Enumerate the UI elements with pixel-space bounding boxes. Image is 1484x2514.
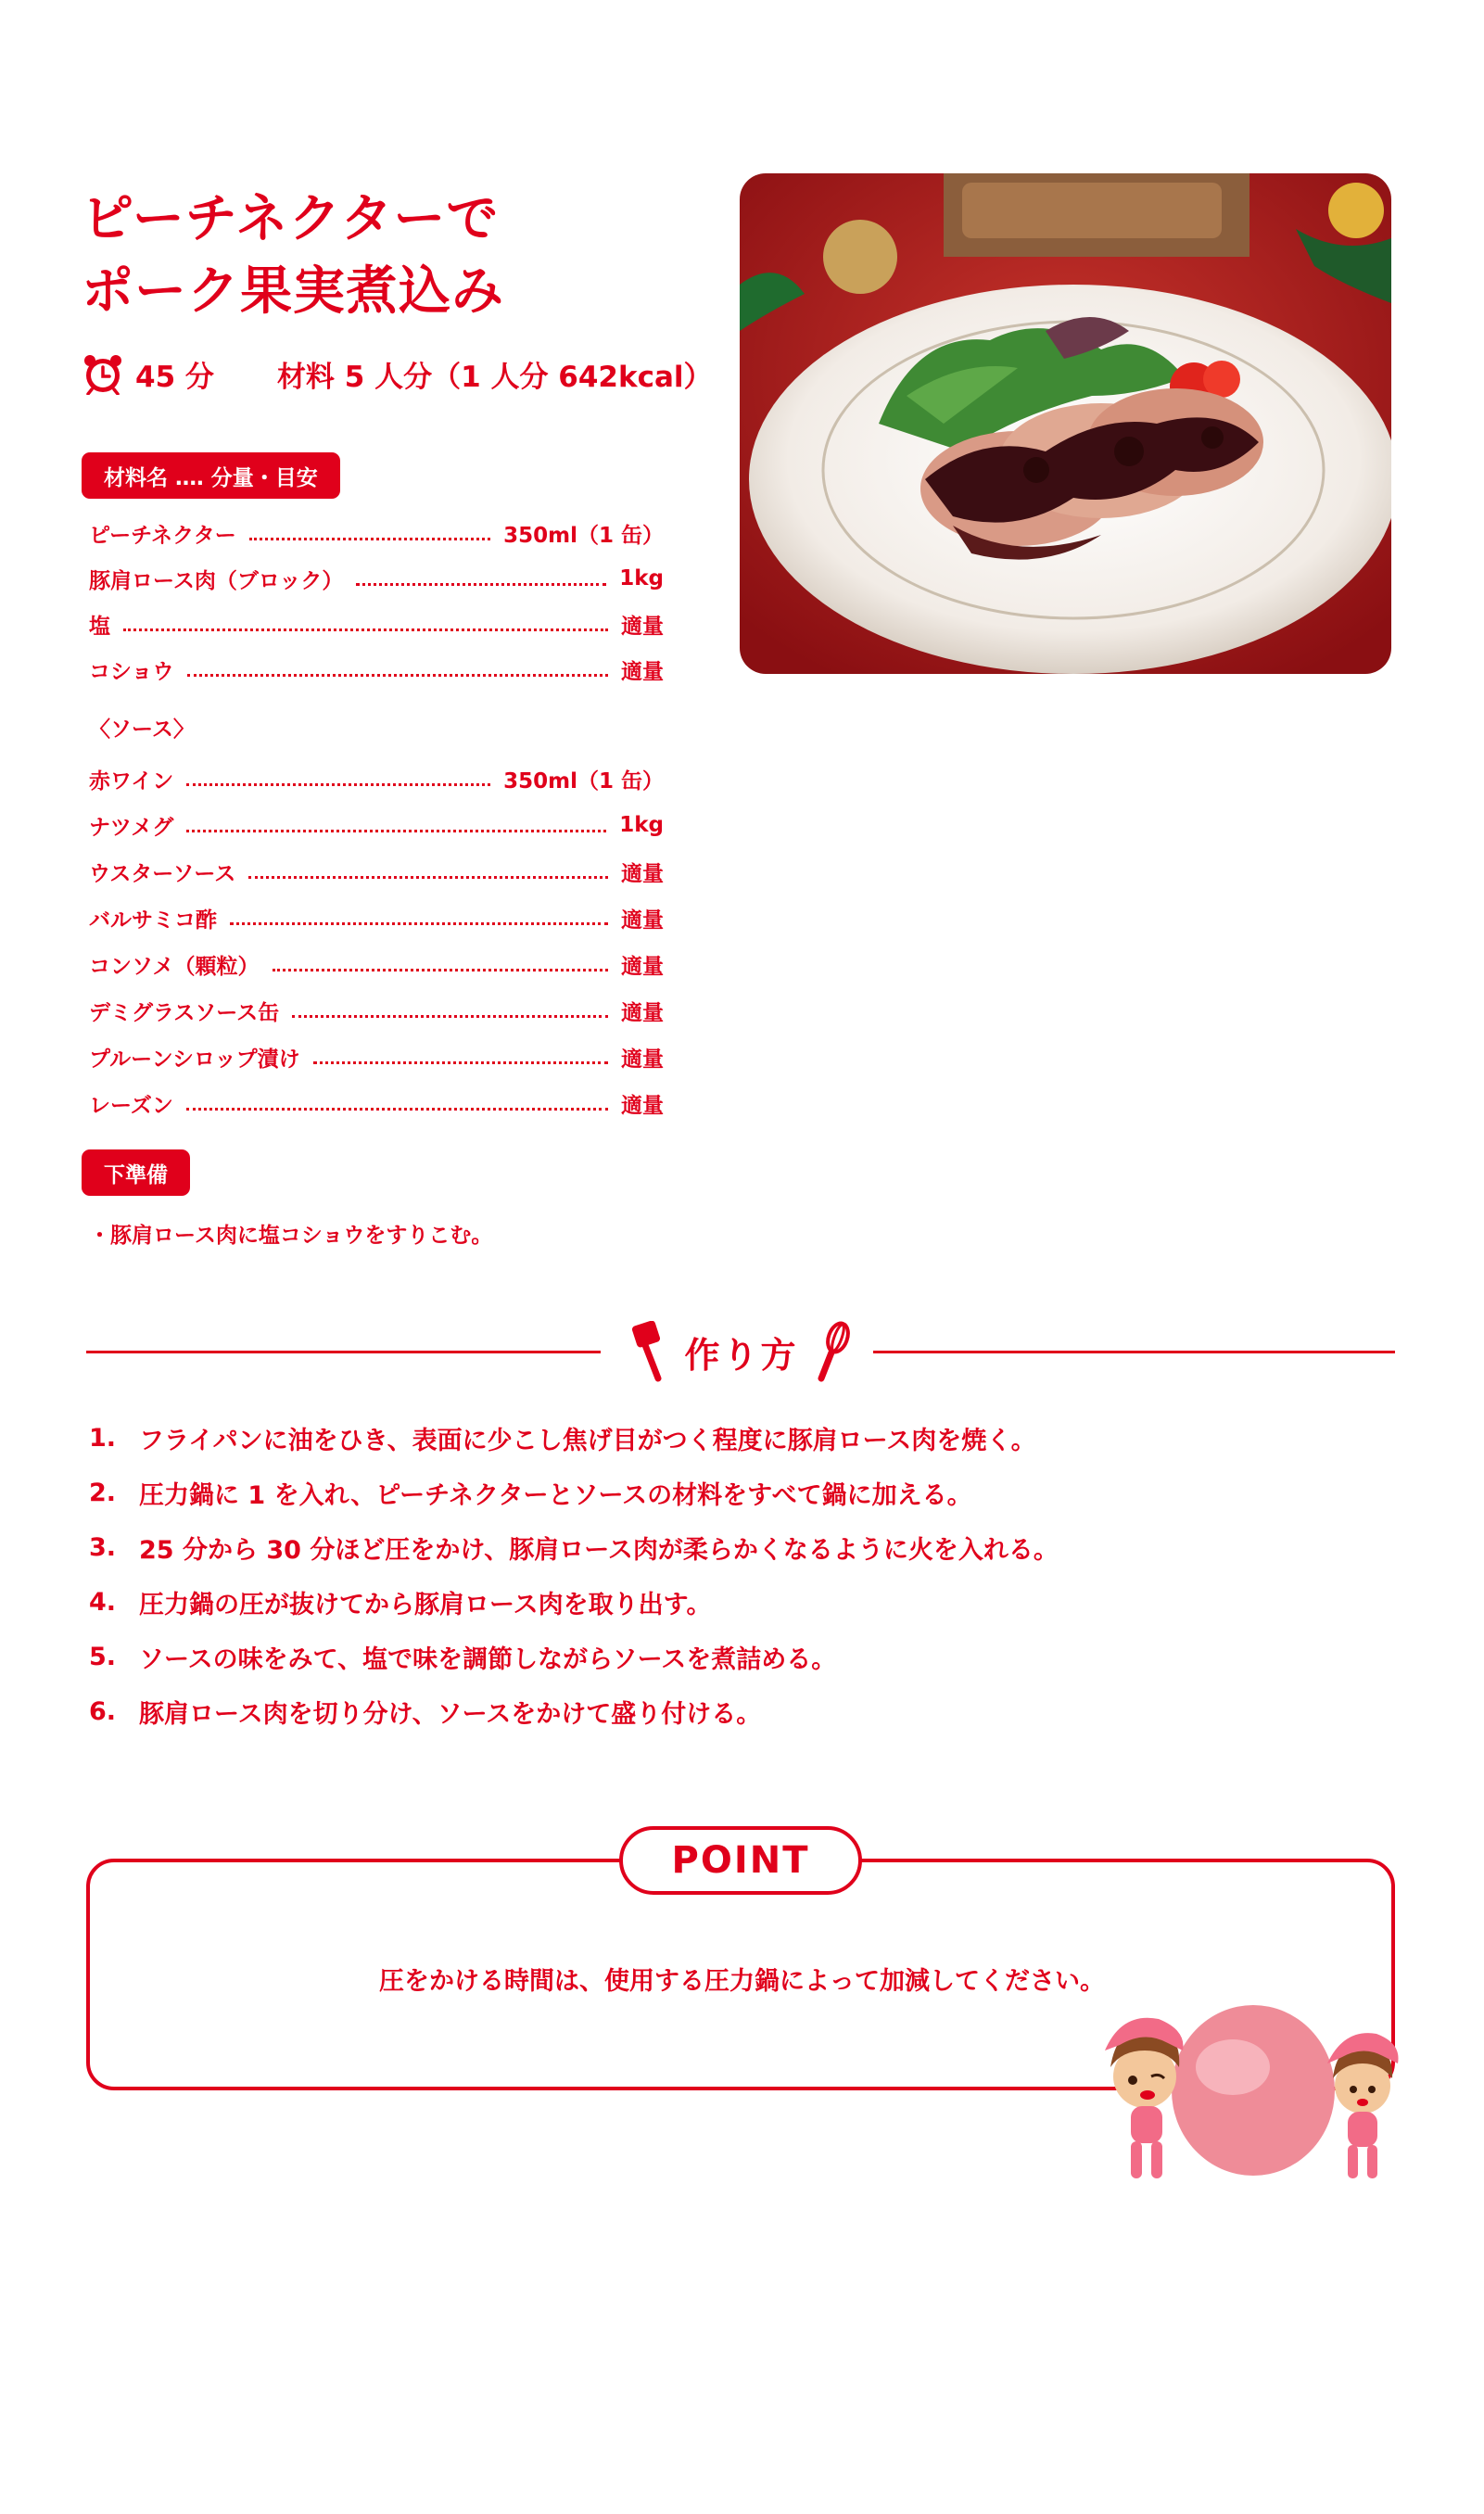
leader-dots [186, 830, 606, 832]
recipe-title-line2: ポーク果実煮込み [82, 261, 504, 322]
sauce-name: バルサミコ酢 [89, 908, 217, 933]
alarm-clock-icon [82, 352, 124, 395]
leader-dots [186, 783, 490, 786]
ingredient-row [89, 651, 664, 688]
leader-dots [186, 1108, 608, 1111]
step-number: 2. [89, 1478, 117, 1507]
sauce-amount: 適量 [621, 1047, 664, 1072]
method-step [89, 1634, 836, 1679]
ingredient-row [89, 560, 664, 597]
method-step [89, 1689, 761, 1733]
leader-dots [248, 876, 608, 879]
ingredient-amount: 適量 [621, 659, 664, 684]
point-text: 圧をかける時間は、使用する圧力鍋によって加減してください。 [379, 1967, 1105, 1996]
method-header [617, 1314, 866, 1389]
step-number: 1. [89, 1423, 117, 1453]
ingredient-name: 豚肩ロース肉（ブロック） [89, 568, 344, 593]
recipe-title-line1: ピーチネクターで [82, 189, 500, 249]
step-text: 25 分から 30 分ほど圧をかけ、豚肩ロース肉が柔らかくなるように火を入れる。 [139, 1535, 1059, 1565]
sauce-amount: 適量 [621, 1093, 664, 1118]
sauce-row [89, 899, 664, 936]
section-divider-right [873, 1351, 1395, 1353]
sauce-name: コンソメ（顆粒） [89, 954, 260, 979]
step-text: フライパンに油をひき、表面に少こし焦げ目がつく程度に豚肩ロース肉を焼く。 [139, 1426, 1036, 1455]
step-number: 5. [89, 1642, 117, 1671]
sauce-amount: 適量 [621, 954, 664, 979]
leader-dots [356, 583, 606, 586]
cook-time: 45 分 [135, 360, 214, 394]
sauce-amount: 適量 [621, 1000, 664, 1025]
method-step [89, 1580, 712, 1624]
step-text: 圧力鍋の圧が抜けてから豚肩ロース肉を取り出す。 [139, 1590, 712, 1619]
sauce-row [89, 806, 664, 844]
ingredient-amount: 1kg [619, 566, 664, 590]
ingredient-amount: 適量 [621, 614, 664, 639]
point-label: POINT [619, 1826, 862, 1895]
ingredient-name: 塩 [89, 614, 110, 639]
sauce-amount: 1kg [619, 813, 664, 837]
sauce-row [89, 853, 664, 890]
step-text: 圧力鍋に 1 を入れ、ピーチネクターとソースの材料をすべて鍋に加える。 [139, 1480, 972, 1510]
prep-badge: 下準備 [82, 1149, 190, 1196]
leader-dots [123, 628, 608, 631]
section-divider-left [86, 1351, 601, 1353]
leader-dots [273, 969, 608, 971]
method-step [89, 1470, 972, 1515]
sauce-row [89, 1085, 664, 1122]
ingredient-name: コショウ [89, 659, 174, 684]
ingredient-row [89, 605, 664, 642]
step-number: 3. [89, 1532, 117, 1562]
sauce-row [89, 946, 664, 983]
sauce-name: プルーンシロップ漬け [89, 1047, 300, 1072]
sauce-name: 赤ワイン [89, 768, 174, 794]
leader-dots [249, 538, 490, 540]
mascot-with-peach-illustration [1094, 2002, 1414, 2192]
step-number: 6. [89, 1696, 117, 1726]
sauce-name: デミグラスソース缶 [89, 1000, 280, 1025]
step-text: 豚肩ロース肉を切り分け、ソースをかけて盛り付ける。 [139, 1699, 762, 1729]
method-title: 作り方 [684, 1334, 799, 1376]
ingredients-header-badge: 材料名 ‥‥ 分量・目安 [82, 452, 340, 499]
dish-photo [740, 173, 1391, 674]
step-text: ソースの味をみて、塩で味を調節しながらソースを煮詰める。 [139, 1644, 837, 1674]
sauce-amount: 適量 [621, 908, 664, 933]
method-step [89, 1416, 1036, 1460]
sauce-amount: 適量 [621, 861, 664, 886]
sauce-row [89, 760, 664, 797]
sauce-name: ナツメグ [89, 815, 174, 840]
sauce-amount: 350ml（1 缶） [503, 768, 664, 794]
sauce-row [89, 1038, 664, 1075]
sauce-row [89, 992, 664, 1029]
whisk-icon [812, 1321, 853, 1382]
method-step [89, 1525, 1059, 1569]
ingredient-row [89, 514, 664, 552]
leader-dots [292, 1015, 608, 1018]
recipe-title [82, 184, 504, 328]
leader-dots [187, 674, 608, 677]
spatula-icon [630, 1321, 671, 1382]
sauce-name: レーズン [89, 1093, 173, 1118]
prep-text: ・豚肩ロース肉に塩コショウをすりこむ。 [89, 1224, 493, 1248]
ingredient-amount: 350ml（1 缶） [503, 523, 664, 548]
dish-illustration [740, 173, 1391, 674]
leader-dots [230, 922, 608, 925]
leader-dots [313, 1061, 608, 1064]
sauce-label: 〈ソース〉 [89, 717, 195, 742]
step-number: 4. [89, 1587, 117, 1617]
sauce-name: ウスターソース [89, 861, 236, 886]
servings-info: 材料 5 人分（1 人分 642kcal） [276, 360, 713, 394]
recipe-meta [82, 350, 713, 397]
ingredient-name: ピーチネクター [89, 523, 236, 548]
